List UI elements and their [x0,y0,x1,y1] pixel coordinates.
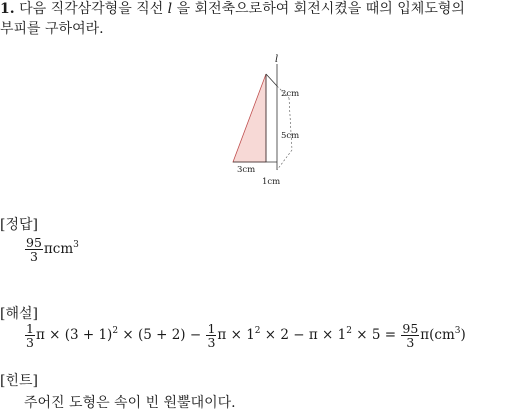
answer-expression: $\frac{95}{3}$ πcm$^3$ [26,235,79,264]
solution-header: [해설] [0,306,38,322]
problem-number: 1. [0,1,15,17]
dashed-outline-bottom [277,150,292,170]
problem-text-part-a: 다음 직각삼각형을 직선 [19,1,164,17]
triangle-figure [0,50,532,250]
problem-line-1 [0,0,465,18]
answer-header: [정답] [0,217,38,233]
problem-line-2: 부피를 구하여라. [0,21,104,37]
hypotenuse-extension [266,74,277,86]
label-3cm: 3cm [237,165,256,175]
axis-variable: l [167,1,173,17]
hint-text: 주어진 도형은 속이 빈 원뿔대이다. [24,395,236,411]
answer-fraction: $\frac{95}{3}$ [26,235,42,264]
hint-header: [힌트] [0,373,38,389]
axis-label: l [275,54,279,65]
label-1cm: 1cm [262,177,281,187]
solution-expression: $\frac{1}{3}$ $\pi \times (3 + 1)^2 \times (5 + 2)$ − $\frac{1}{3}$ $\pi \times 1^2 \times 2 - \pi \times 1^2 \times 5$ = $\frac{95}{3}$ $\pi(cm^3)$ [26,321,466,350]
problem-text-part-b: 을 회전축으로하여 회전시켰을 때의 입체도형의 [176,1,465,17]
label-5cm: 5cm [281,131,300,141]
right-triangle [233,74,266,162]
label-2cm: 2cm [281,89,300,99]
dashed-outline-right [289,98,292,150]
